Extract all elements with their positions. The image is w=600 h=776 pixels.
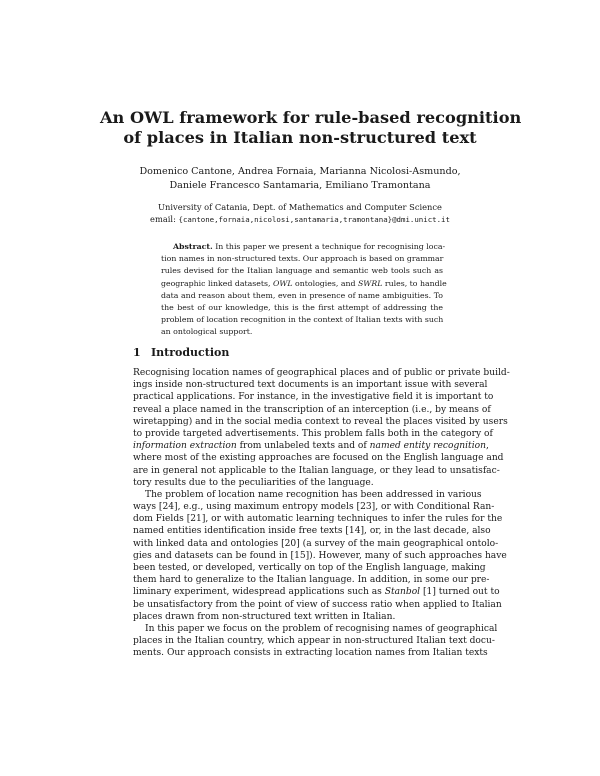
body-line: where most of the existing approaches are focused on the English language and bbox=[133, 453, 504, 464]
abstract-line: data and reason about them, even in presence of name ambiguities. To bbox=[161, 290, 443, 300]
title-line: An OWL framework for rule-based recognition bbox=[100, 108, 522, 127]
abstract-line: Abstract. In this paper we present a technique for recognising loca- bbox=[173, 242, 446, 251]
paper-title bbox=[100, 108, 522, 148]
title-line: of places in Italian non-structured text bbox=[123, 128, 477, 147]
body-line: places in the Italian country, which appear in non-structured Italian text docu- bbox=[133, 636, 495, 647]
author-line: Domenico Cantone, Andrea Fornaia, Marianna Nicolosi-Asmundo, bbox=[139, 166, 461, 177]
abstract bbox=[161, 241, 447, 339]
body-line: places drawn from non-structured text written in Italian. bbox=[133, 611, 396, 622]
body-line: named entities identification inside free texts [14], or, in the last decade, also bbox=[133, 526, 491, 537]
abstract-line: the best of our knowledge, this is the first attempt of addressing the bbox=[161, 302, 443, 312]
section-title: Introduction bbox=[151, 346, 230, 359]
body-line: tory results due to the peculiarities of the language. bbox=[133, 477, 374, 488]
body-line: information extraction from unlabeled texts and of named entity recognition, bbox=[133, 441, 489, 452]
body-line: practical applications. For instance, in the investigative field it is important to bbox=[133, 392, 494, 403]
email-address: {cantone,fornaia,nicolosi,santamaria,tramontana}@dmi.unict.it bbox=[178, 214, 450, 224]
body-line: In this paper we focus on the problem of recognising names of geographical bbox=[145, 623, 498, 634]
body-line: ways [24], e.g., using maximum entropy models [23], or with Conditional Ran- bbox=[133, 502, 495, 513]
abstract-line: tion names in non-structured texts. Our approach is based on grammar bbox=[161, 254, 444, 264]
abstract-line: rules devised for the Italian language and semantic web tools such as bbox=[161, 266, 443, 276]
abstract-line: geographic linked datasets, OWL ontologies, and SWRL rules, to handle bbox=[161, 278, 447, 288]
author-list bbox=[100, 165, 500, 193]
body-line: with linked data and ontologies [20] (a survey of the main geographical ontolo- bbox=[133, 538, 499, 549]
abstract-line: an ontological support. bbox=[161, 327, 253, 337]
abstract-line: problem of location recognition in the context of Italian texts with such bbox=[161, 315, 444, 325]
body-line: them hard to generalize to the Italian language. In addition, in some our pre- bbox=[133, 575, 490, 586]
email-label: email: bbox=[150, 213, 179, 224]
body-line: ments. Our approach consists in extracting location names from Italian texts bbox=[133, 648, 488, 659]
section-heading bbox=[133, 346, 229, 359]
body-text bbox=[133, 367, 510, 660]
body-line: ings inside non-structured text documents is an important issue with several bbox=[133, 380, 488, 391]
body-line: reveal a place named in the transcription of an interception (i.e., by means of bbox=[133, 404, 491, 415]
affiliation-block bbox=[100, 202, 500, 225]
affiliation: University of Catania, Dept. of Mathematics and Computer Science bbox=[158, 202, 442, 212]
body-line: dom Fields [21], or with automatic learning techniques to infer the rules for the bbox=[133, 514, 503, 525]
body-line: wiretapping) and in the social media context to reveal the places visited by users bbox=[133, 416, 508, 427]
email-line bbox=[100, 214, 500, 226]
section-number: 1 bbox=[133, 346, 141, 359]
body-line: Recognising location names of geographical places and of public or private build- bbox=[133, 368, 510, 378]
author-line: Daniele Francesco Santamaria, Emiliano Tramontana bbox=[169, 180, 431, 191]
body-line: been tested, or developed, vertically on top of the English language, making bbox=[133, 563, 486, 573]
body-line: gies and datasets can be found in [15]). However, many of such approaches have bbox=[133, 550, 507, 561]
body-line: The problem of location name recognition has been addressed in various bbox=[145, 489, 482, 500]
abstract-label: Abstract. bbox=[173, 242, 213, 251]
body-line: be unsatisfactory from the point of view of success ratio when applied to Italian bbox=[133, 599, 502, 610]
body-line: to provide targeted advertisements. This problem falls both in the category of bbox=[133, 428, 493, 439]
body-line: are in general not applicable to the Italian language, or they lead to unsatisfac- bbox=[133, 465, 500, 476]
body-line: liminary experiment, widespread applications such as Stanbol [1] turned out to bbox=[133, 587, 500, 598]
